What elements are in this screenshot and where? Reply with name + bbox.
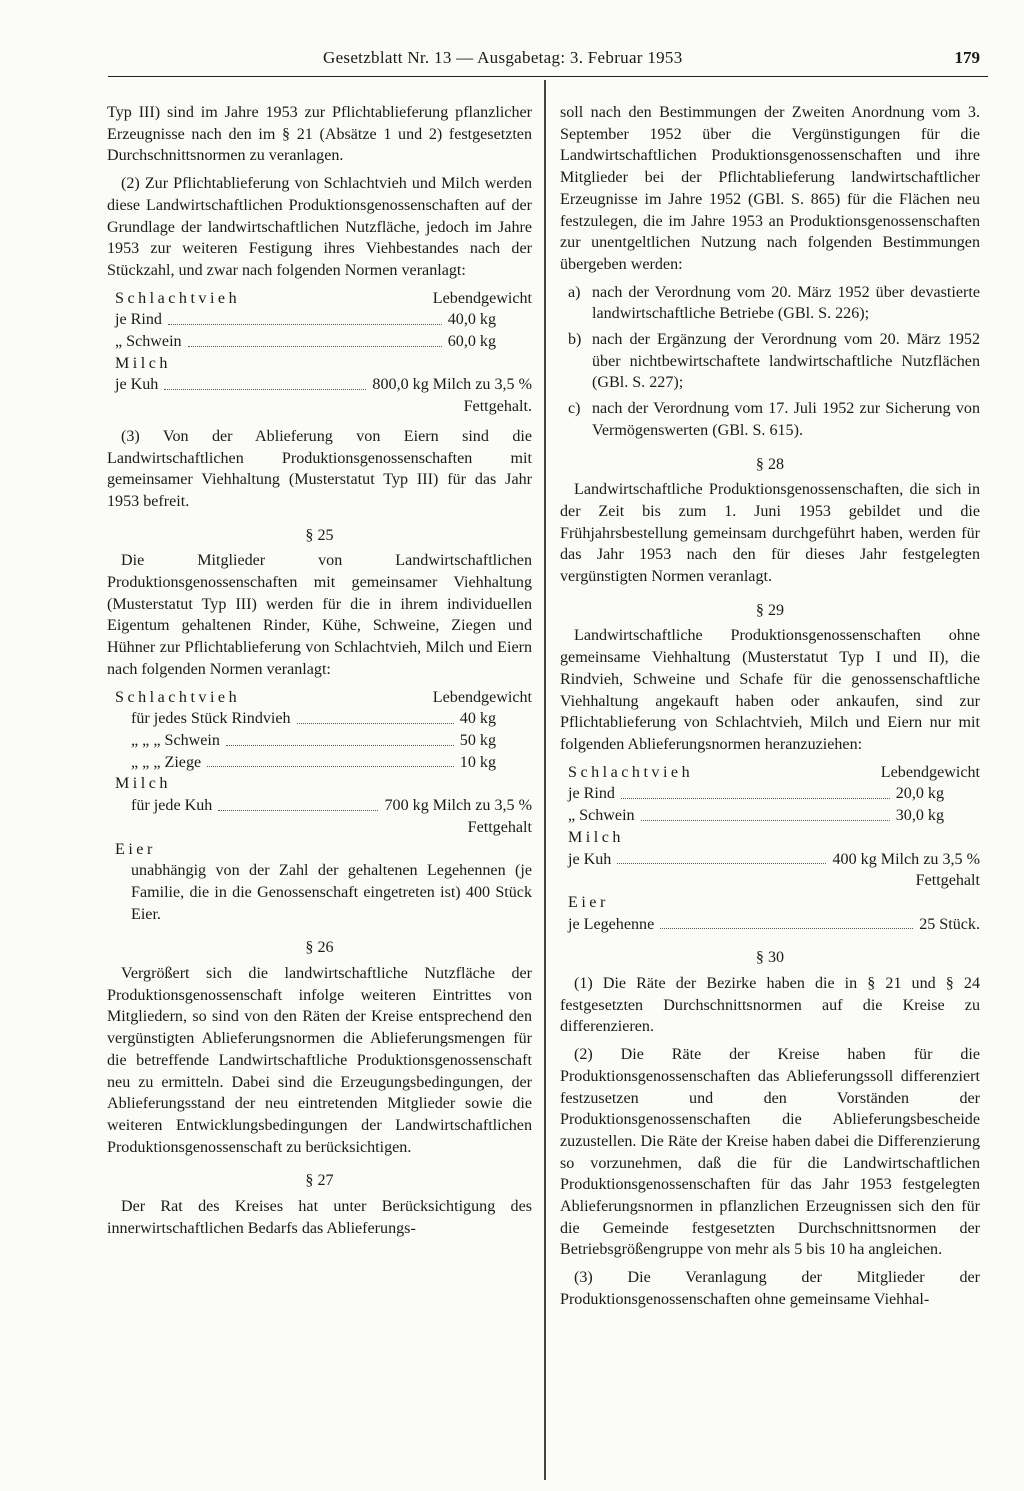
paragraph: (1) Die Räte der Bezirke haben die in § 21 und § 24 festgesetzten Durchschnittsnormen auf die Kreise zu differenzieren. <box>560 975 980 1036</box>
list-text: nach der Verordnung vom 17. Juli 1952 zur Sicherung von Vermögenswerten (GBl. S. 615). <box>592 400 980 439</box>
leader-dots <box>218 795 378 811</box>
table-row <box>568 914 980 936</box>
table-row <box>131 795 532 817</box>
right-column <box>560 102 980 1317</box>
row-label: „ Schwein <box>115 333 182 351</box>
paragraph: Der Rat des Kreises hat unter Berücksichtigung des innerwirtschaftlichen Bedarfs das Ablieferungs- <box>107 1198 532 1237</box>
norms-table-1 <box>107 288 532 418</box>
table-body <box>115 708 532 773</box>
row-label: je Kuh <box>568 850 612 868</box>
row-label: „ „ „ Schwein <box>131 731 220 749</box>
table-subheading: Milch <box>115 354 171 372</box>
section-heading: § 26 <box>305 939 334 957</box>
table-header <box>115 288 532 310</box>
row-value: 10 kg <box>459 753 496 771</box>
paragraph: Landwirtschaftliche Produktionsgenossenschaften, die sich in der Zeit bis zum 1. Juni 1953 gebildet und die Frühjahrsbestellung gemeinsam durchgeführt haben, werden für das Jahr 1953 nach den für dieses Jahr festgelegten vergünstigten Normen veranlagt. <box>560 481 980 586</box>
paragraph: (2) Die Räte der Kreise haben für die Produktionsgenossenschaften das Ablieferungssoll differenziert festzusetzen und den Vorständen der Produktionsgenossenschaften die Ablieferungsbescheide zuzustellen. Die Räte der Kreise haben dabei die Differenzierung so vorzunehmen, daß die für die Landwirtschaftlichen Produktionsgenossenschaften für das Jahr 1953 festgelegten Ablieferungsnormen in pflanzlichen Erzeugnissen sich den für die Gemeinde festgesetzten Durchschnittsnormen der Betriebsgrößengruppe von mehr als 5 bis 10 ha angleichen. <box>560 1046 980 1259</box>
leader-dots <box>297 708 454 724</box>
table-row <box>568 805 980 827</box>
page-number: 179 <box>954 48 980 67</box>
leader-dots <box>164 374 366 390</box>
table-heading: Lebendgewicht <box>880 763 980 781</box>
paragraph: Vergrößert sich die landwirtschaftliche Nutzfläche der Produktionsgenossenschaft infolge weiteren Eintrittes von Mitgliedern, so sind von den Räten der Kreise entsprechend den vergünstigten Ablieferungsnormen die Ablieferungsmengen für die betreffende Landwirtschaftliche Produktionsgenossenschaft neu zu ermitteln. Dabei sind die Erzeugungsbedingungen, der Ablieferungsstand der neu eintretenden Mitglieder sowie die weiteren Entwicklungsbedingungen der Landwirtschaftlichen Produktionsgenossenschaft zu berücksichtigen. <box>107 965 532 1156</box>
table-row <box>115 331 532 353</box>
list-text: nach der Verordnung vom 20. März 1952 über devastierte landwirtschaftliche Betriebe (GBl. S. 226); <box>592 283 980 323</box>
leader-dots <box>168 309 442 325</box>
page-header <box>108 46 988 77</box>
paragraph: Landwirtschaftliche Produktionsgenossenschaften ohne gemeinsame Viehhaltung (Musterstatut Typ I und II), die Rindvieh, Schweine und Schafe für die genossenschaftliche Viehhaltung angekauft haben oder ankaufen, sind zur Pflichtablieferung von Schlachtvieh, Milch und Eiern nur mit folgenden Ablieferungsnormen heranzuziehen: <box>560 627 980 753</box>
list-item <box>560 282 980 325</box>
row-value: 400 kg Milch zu 3,5 % <box>832 850 980 868</box>
list-item <box>560 329 980 394</box>
paragraph: (3) Die Veranlagung der Mitglieder der Produktionsgenossenschaften ohne gemeinsame Viehhal- <box>560 1269 980 1308</box>
paragraph: (3) Von der Ablieferung von Eiern sind die Landwirtschaftlichen Produktionsgenossenschaften mit gemeinsamer Viehhaltung (Musterstatut Typ III) für das Jahr 1953 befreit. <box>107 427 532 510</box>
row-value: 800,0 kg Milch zu 3,5 % <box>372 376 532 394</box>
table-body-text: unabhängig von der Zahl der gehaltenen Legehennen (je Familie, die in die Genossenschaft eingetreten ist) 400 Stück Eier. <box>131 862 532 923</box>
table-heading: Lebendgewicht <box>432 289 532 307</box>
table-body <box>115 795 532 838</box>
row-label: je Rind <box>568 785 615 803</box>
leader-dots <box>188 331 442 347</box>
norms-table-2 <box>107 687 532 926</box>
row-value: 40,0 kg <box>447 311 496 329</box>
leader-dots <box>621 783 890 799</box>
row-value-continuation: Fettgehalt <box>467 818 532 836</box>
leader-dots <box>207 752 454 768</box>
table-row <box>568 849 980 871</box>
norms-table-3 <box>560 762 980 936</box>
paragraph: Typ III) sind im Jahre 1953 zur Pflichtablieferung pflanzlicher Erzeugnisse nach den im § 21 (Absätze 1 und 2) festgesetzten Durchschnittsnormen zu veranlagen. <box>107 104 532 165</box>
table-heading: Lebendgewicht <box>432 688 532 706</box>
paragraph: Die Mitglieder von Landwirtschaftlichen Produktionsgenossenschaften mit gemeinsamer Viehhaltung (Musterstatut Typ III) werden für die in ihrem individuellen Eigentum gehaltenen Rinder, Kühe, Schweine, Ziegen und Hühner zur Pflichtablieferung von Schlachtvieh, Milch und Eiern nach folgenden Normen veranlagt: <box>107 552 532 678</box>
table-subheading: Eier <box>568 893 609 911</box>
table-row <box>115 374 532 396</box>
row-value-continuation: Fettgehalt. <box>463 398 532 416</box>
row-label: je Legehenne <box>568 915 655 933</box>
table-subheading: Eier <box>115 840 156 858</box>
left-column <box>107 102 532 1245</box>
row-label: je Kuh <box>115 376 159 394</box>
table-row <box>115 309 532 331</box>
row-value: 20,0 kg <box>895 785 944 803</box>
section-heading: § 29 <box>755 601 785 619</box>
list-marker: a) <box>568 283 581 301</box>
list-marker: b) <box>568 331 582 349</box>
leader-dots <box>641 805 890 821</box>
table-row <box>131 752 532 774</box>
table-row <box>131 730 532 752</box>
row-label: für jede Kuh <box>131 797 213 815</box>
list-item <box>560 398 980 441</box>
leader-dots <box>617 849 826 865</box>
table-header <box>115 687 532 709</box>
table-subheading: Milch <box>115 775 171 793</box>
section-heading: § 30 <box>755 949 785 967</box>
section-heading: § 25 <box>305 526 334 544</box>
row-label: „ „ „ Ziege <box>131 753 202 771</box>
row-value: 60,0 kg <box>447 333 496 351</box>
list-text: nach der Ergänzung der Verordnung vom 20. März 1952 über nichtbewirtschaftete landwirtschaftliche Nutzflächen (GBl. S. 227); <box>592 331 980 392</box>
row-value: 700 kg Milch zu 3,5 % <box>384 797 532 815</box>
table-row <box>568 783 980 805</box>
table-heading: Schlachtvieh <box>115 688 241 706</box>
paragraph: soll nach den Bestimmungen der Zweiten Anordnung vom 3. September 1952 über die Vergünstigungen für die Landwirtschaftlichen Produktionsgenossenschaften und ihre Mitglieder bei der Pflichtablieferung landwirtschaftlicher Erzeugnisse im Jahre 1952 (GBl. S. 865) für die Flächen neu festzulegen, die im Jahre 1953 an Produktionsgenossenschaften zur unentgeltlichen Nutzung nach folgenden Bestimmungen übergeben werden: <box>560 104 980 273</box>
leader-dots <box>660 914 913 930</box>
column-divider <box>544 80 546 1480</box>
section-heading: § 28 <box>755 455 785 473</box>
row-value: 25 Stück. <box>919 915 980 933</box>
section-heading: § 27 <box>305 1172 334 1190</box>
table-header <box>568 762 980 784</box>
gazette-header-title: Gesetzblatt Nr. 13 — Ausgabetag: 3. Februar 1953 <box>323 48 683 67</box>
row-label: „ Schwein <box>568 807 635 825</box>
leader-dots <box>226 730 454 746</box>
row-value-continuation: Fettgehalt <box>915 872 980 890</box>
row-value: 50 kg <box>459 731 496 749</box>
table-row <box>131 708 532 730</box>
list-marker: c) <box>568 400 581 418</box>
enumeration-list <box>560 282 980 442</box>
table-heading: Schlachtvieh <box>568 763 694 781</box>
paragraph: (2) Zur Pflichtablieferung von Schlachtvieh und Milch werden diese Landwirtschaftlichen Produktionsgenossenschaften auf der Grundlage der landwirtschaftlichen Nutzfläche, jedoch im Jahre 1953 zur weiteren Festigung ihres Viehbestandes nach der Stückzahl, und zwar nach folgenden Normen veranlagt: <box>107 175 532 279</box>
row-label: je Rind <box>115 311 162 329</box>
table-subheading: Milch <box>568 828 624 846</box>
table-heading: Schlachtvieh <box>115 289 241 307</box>
row-value: 30,0 kg <box>895 807 944 825</box>
row-value: 40 kg <box>459 710 496 728</box>
row-label: für jedes Stück Rindvieh <box>131 710 291 728</box>
